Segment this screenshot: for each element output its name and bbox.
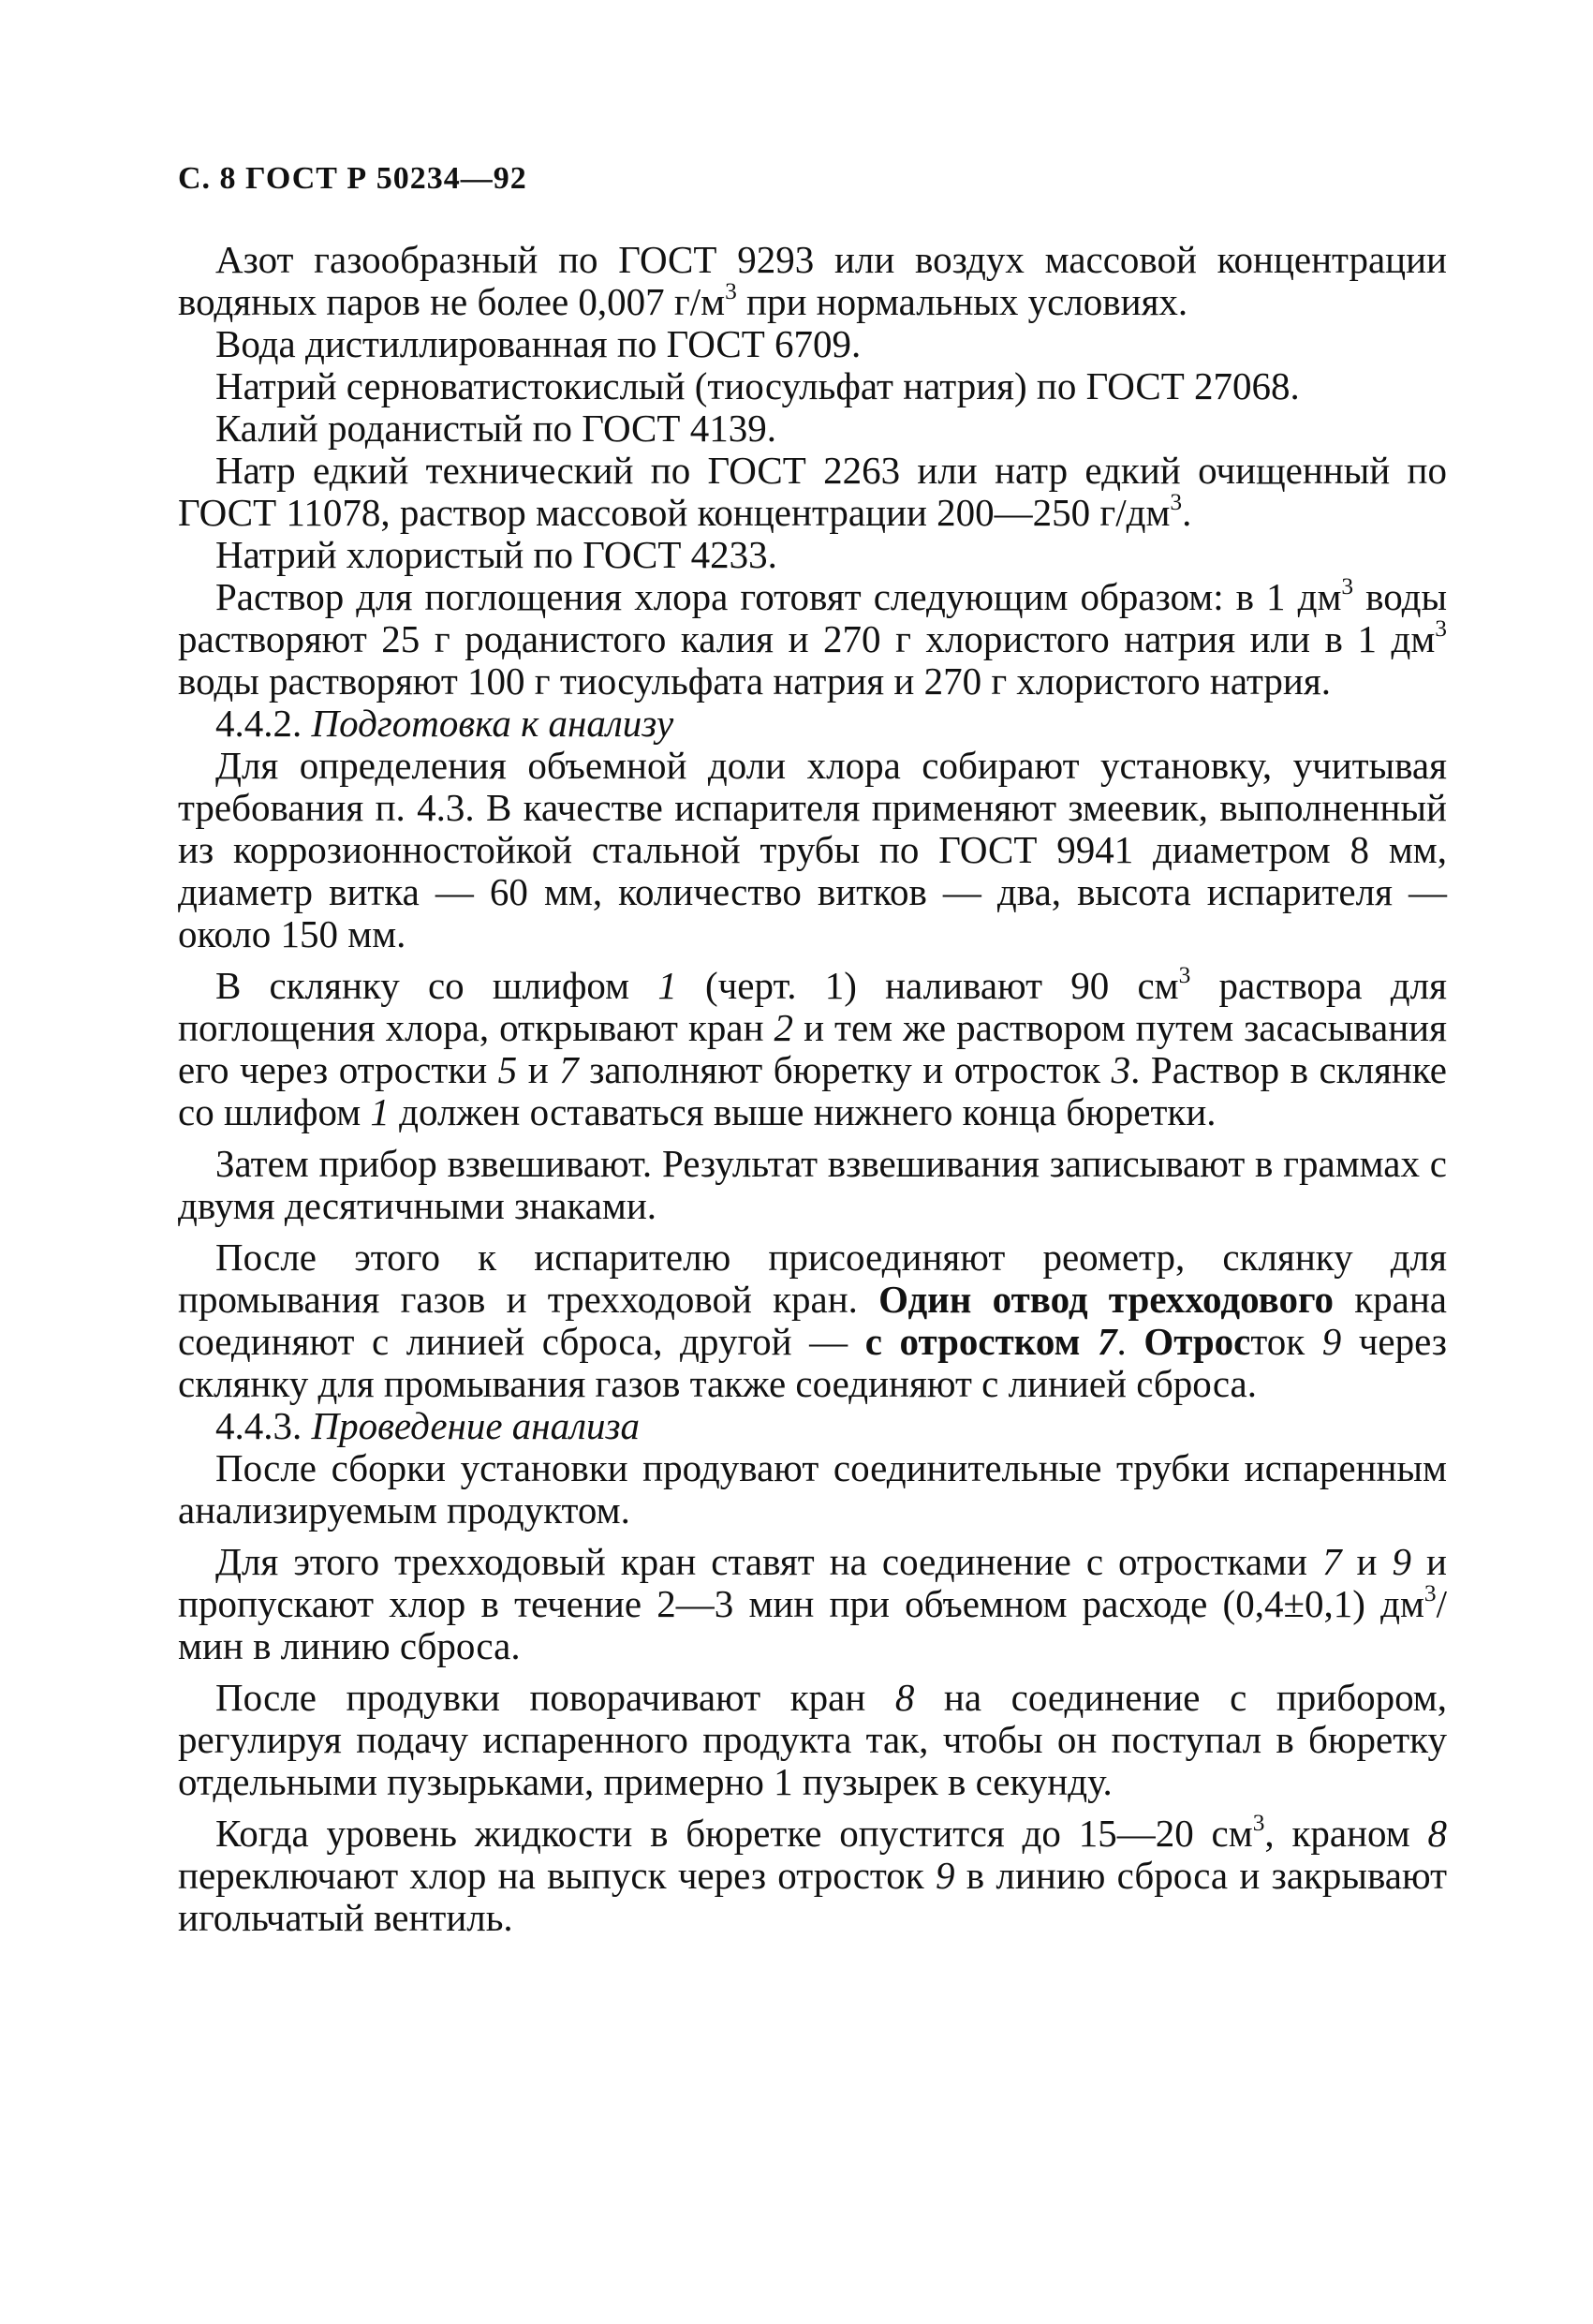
paragraph-nitrogen: Азот газообразный по ГОСТ 9293 или воздух массовой концентрации водяных паров не более 0,007 $г/м^3$ при нормальных условиях.: [178, 238, 1447, 323]
paragraph-purging: После сборки установки продувают соединительные трубки испаренным анализируемым продуктом.: [178, 1446, 1447, 1532]
paragraph-bubbling: После продувки поворачивают кран 8 на соединение с прибором, регулируя подачу испаренного продукта так, чтобы он поступал в бюретку отдельными пузырьками, примерно 1 пузырек в секунду.: [178, 1676, 1448, 1803]
paragraph-valve-position: Для этого трехходовый кран ставят на соединение с отростками 7 и 9 и пропускают хлор в течение 2—3 мин при объемном расходе (0,4±0,1) $дм^3$/мин в линию сброса.: [178, 1540, 1447, 1667]
section-heading-4-4-2: 4.4.2. Подготовка к анализу: [215, 702, 674, 745]
paragraph-sodium-hydroxide: Натр едкий технический по ГОСТ 2263 или натр едкий очищенный по ГОСТ 11078, раствор массовой концентрации 200—250 $г/дм^3$.: [178, 449, 1447, 534]
paragraph-setup: Для определения объемной доли хлора собирают установку, учитывая требования п. 4.3. В качестве испарителя применяют змеевик, выполненный из коррозионностойкой стальной трубы по ГОСТ 9941 диаметром 8 мм, диаметр витка — 60 мм, количество витков — два, высота испарителя — около 150 мм.: [178, 744, 1447, 955]
paragraph-sodium-chloride: Натрий хлористый по ГОСТ 4233.: [215, 533, 777, 576]
paragraph-thiocyanate: Калий роданистый по ГОСТ 4139.: [215, 407, 776, 450]
running-header: С. 8 ГОСТ Р 50234—92: [178, 161, 527, 196]
paragraph-thiosulfate: Натрий серноватистокислый (тиосульфат натрия) по ГОСТ 27068.: [215, 364, 1300, 407]
paragraph-flask-filling: В склянку со шлифом 1 (черт. 1) наливают 90 $см^3$ раствора для поглощения хлора, открывают кран 2 и тем же раствором путем засасывания его через отростки 5 и 7 заполняют бюретку и отросток 3. Раствор в склянке со шлифом 1 должен оставаться выше нижнего конца бюретки.: [178, 962, 1447, 1133]
section-heading-4-4-3: 4.4.3. Проведение анализа: [215, 1404, 641, 1447]
paragraph-connection: После этого к испарителю присоединяют реометр, склянку для промывания газов и трехходовой кран. Один отвод трехходового крана соединяют с линией сброса, другой — с отростком 7. Отросток 9 через склянку для промывания газов также соединяют с линией сброса.: [178, 1236, 1448, 1405]
paragraph-weighing: Затем прибор взвешивают. Результат взвешивания записывают в граммах с двумя десятичными знаками.: [178, 1142, 1447, 1227]
paragraph-level-switch: Когда уровень жидкости в бюретке опустится до 15—20 $см^3$, краном 8 переключают хлор на выпуск через отросток 9 в линию сброса и закрывают игольчатый вентиль.: [178, 1810, 1448, 1939]
document-body: [178, 239, 1447, 1939]
paragraph-water: Вода дистиллированная по ГОСТ 6709.: [215, 322, 862, 365]
paragraph-absorption-solution: Раствор для поглощения хлора готовят следующим образом: в 1 $дм^3$ воды растворяют 25 г роданистого калия и 270 г хлористого натрия или в 1 $дм^3$ воды растворяют 100 г тиосульфата натрия и 270 г хлористого натрия.: [178, 573, 1447, 703]
